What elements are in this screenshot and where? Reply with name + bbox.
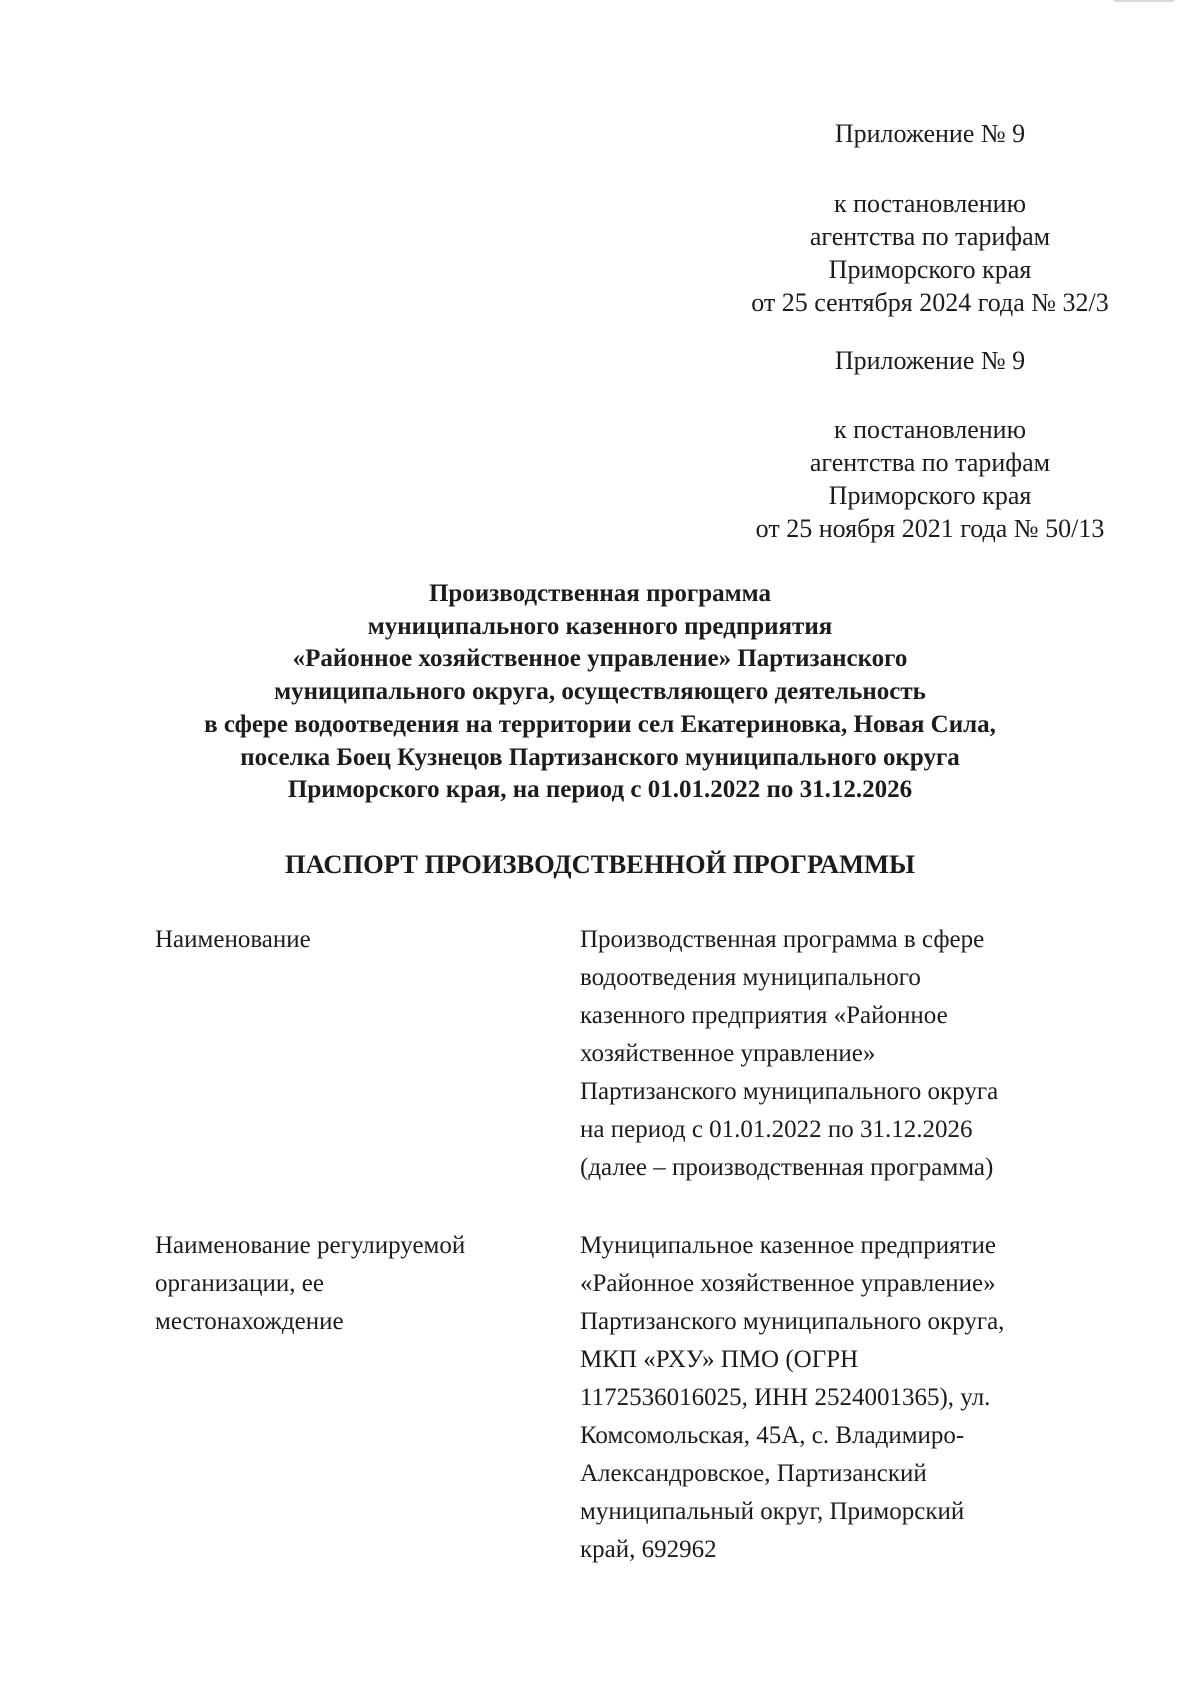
value-line: 1172536016025, ИНН 2524001365), ул. (580, 1384, 991, 1411)
annex-current-title-text: Приложение № 9 (834, 119, 1026, 148)
annex-previous-line: к постановлению (833, 415, 1027, 444)
program-title-line: Приморского края, на период с 01.01.2022 по 31.12.2026 (287, 776, 913, 804)
value-line: Производственная программа в сфере (580, 926, 985, 953)
annex-previous-line: агентства по тарифам (809, 448, 1051, 477)
value-line: хозяйственное управление» (580, 1040, 876, 1067)
value-line: водоотведения муниципального (580, 964, 921, 991)
value-line: муниципальный округ, Приморский (580, 1498, 965, 1525)
value-line: Александровское, Партизанский (580, 1460, 927, 1487)
value-line: Партизанского муниципального округа, (580, 1308, 1005, 1335)
passport-row-1-value (580, 921, 1100, 1187)
annex-current-title (780, 117, 1080, 150)
value-line: на период с 01.01.2022 по 31.12.2026 (580, 1116, 973, 1143)
label-line: местонахождение (155, 1308, 344, 1335)
annex-current-line: к постановлению (833, 189, 1027, 218)
passport-row-2-label (155, 1227, 555, 1341)
label-line: организации, ее (155, 1270, 324, 1297)
passport-row-2-value (580, 1227, 1100, 1569)
program-title-line: «Районное хозяйственное управление» Партизанского (292, 645, 908, 673)
annex-previous-title-text: Приложение № 9 (834, 346, 1026, 375)
program-title-line: муниципального округа, осуществляющего деятельность (274, 678, 926, 706)
annex-previous-line: от 25 ноября 2021 года № 50/13 (755, 514, 1105, 543)
passport-title: ПАСПОРТ ПРОИЗВОДСТВЕННОЙ ПРОГРАММЫ (285, 849, 915, 879)
annex-current-line: агентства по тарифам (809, 222, 1051, 251)
annex-previous-reference (700, 413, 1160, 545)
value-line: Муниципальное казенное предприятие (580, 1232, 996, 1259)
annex-previous-title (780, 344, 1080, 377)
annex-current-line: Приморского края (828, 255, 1032, 284)
program-title-line: поселка Боец Кузнецов Партизанского муниципального округа (240, 743, 960, 771)
program-title-line: муниципального казенного предприятия (367, 612, 833, 640)
program-title-line: в сфере водоотведения на территории сел Екатериновка, Новая Сила, (204, 710, 996, 738)
label-line: Наименование регулируемой (155, 1232, 466, 1259)
annex-previous-line: Приморского края (828, 481, 1032, 510)
value-line: Комсомольская, 45А, с. Владимиро- (580, 1422, 965, 1449)
scan-edge-mark (1114, 0, 1174, 2)
value-line: Партизанского муниципального округа (580, 1078, 999, 1105)
value-line: МКП «РХУ» ПМО (ОГРН (580, 1346, 859, 1373)
annex-current-reference (700, 187, 1160, 319)
annex-current-line: от 25 сентября 2024 года № 32/3 (751, 288, 1109, 317)
value-line: казенного предприятия «Районное (580, 1002, 948, 1029)
value-line: «Районное хозяйственное управление» (580, 1270, 996, 1297)
program-title (100, 578, 1100, 807)
value-line: край, 692962 (580, 1536, 717, 1563)
value-line: (далее – производственная программа) (580, 1154, 994, 1181)
passport-row-1-label (155, 921, 555, 959)
program-title-line: Производственная программа (428, 580, 772, 607)
label-line: Наименование (155, 926, 311, 953)
